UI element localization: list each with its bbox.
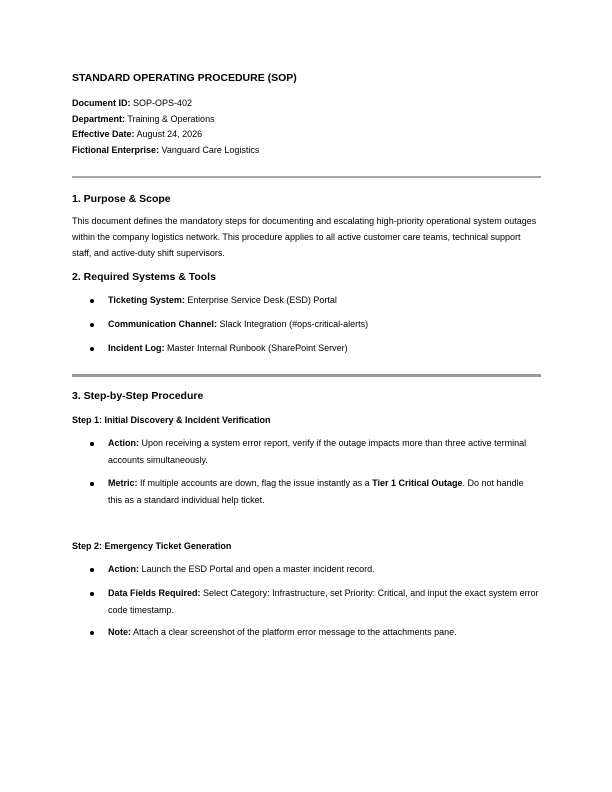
list-item [108,475,540,509]
step-title: Step 2: Emergency Ticket Generation [72,541,232,551]
meta-value: Training & Operations [127,114,215,124]
item-value: Master Internal Runbook (SharePoint Server) [167,343,348,353]
section-divider [72,374,541,377]
meta-document-id [72,98,192,108]
item-label: Action: [108,564,139,574]
bullet-icon [90,442,94,446]
item-value: Attach a clear screenshot of the platform error message to the attachments pane. [133,627,457,637]
list-item [108,561,540,578]
document-title: STANDARD OPERATING PROCEDURE (SOP) [72,72,297,84]
meta-department [72,114,215,124]
item-label: Communication Channel: [108,319,218,329]
item-value: Select Category: Infrastructure, set Priority: Critical, and input the exact system error code timestamp. [108,588,539,615]
item-value: Upon receiving a system error report, verify if the outage impacts more than three active terminal accounts simultaneously. [108,438,527,465]
bullet-icon [90,482,94,486]
list-item [108,624,540,641]
bullet-icon [90,299,94,303]
item-value-pre: If multiple accounts are down, flag the issue instantly as a [140,478,373,488]
item-value-emphasis: Tier 1 Critical Outage [372,478,463,488]
list-item [108,316,540,333]
meta-value: August 24, 2026 [136,129,203,139]
bullet-icon [90,347,94,351]
section-heading-procedure: 3. Step-by-Step Procedure [72,390,204,402]
item-label: Data Fields Required: [108,588,201,598]
bullet-icon [90,592,94,596]
list-item [108,435,540,469]
step-title: Step 1: Initial Discovery & Incident Verification [72,415,271,425]
section-heading-purpose: 1. Purpose & Scope [72,193,171,205]
item-label: Incident Log: [108,343,165,353]
list-item [108,340,540,357]
bullet-icon [90,568,94,572]
meta-label: Department: [72,114,126,124]
item-value: Launch the ESD Portal and open a master incident record. [141,564,375,574]
list-item [108,585,540,619]
section-body-purpose: This document defines the mandatory steps for documenting and escalating high-priority operational system outages within the company logistics network. This procedure applies to all active customer care teams, technical support staff, and active-duty shift supervisors. [72,216,537,258]
bullet-icon [90,631,94,635]
meta-label: Effective Date: [72,129,135,139]
list-item [108,292,540,309]
section-divider [72,176,541,178]
item-value: Slack Integration (#ops-critical-alerts) [219,319,369,329]
meta-enterprise [72,145,259,155]
bullet-icon [90,323,94,327]
meta-value: SOP-OPS-402 [133,98,193,108]
meta-effective-date [72,129,202,139]
section-heading-systems: 2. Required Systems & Tools [72,271,216,283]
item-value: Enterprise Service Desk (ESD) Portal [187,295,337,305]
item-label: Ticketing System: [108,295,185,305]
item-label: Metric: [108,478,138,488]
meta-value: Vanguard Care Logistics [161,145,260,155]
item-label: Action: [108,438,139,448]
meta-label: Fictional Enterprise: [72,145,160,155]
item-label: Note: [108,627,131,637]
item-value-post: . Do not handle this as a standard individual help ticket. [108,478,524,505]
meta-label: Document ID: [72,98,131,108]
